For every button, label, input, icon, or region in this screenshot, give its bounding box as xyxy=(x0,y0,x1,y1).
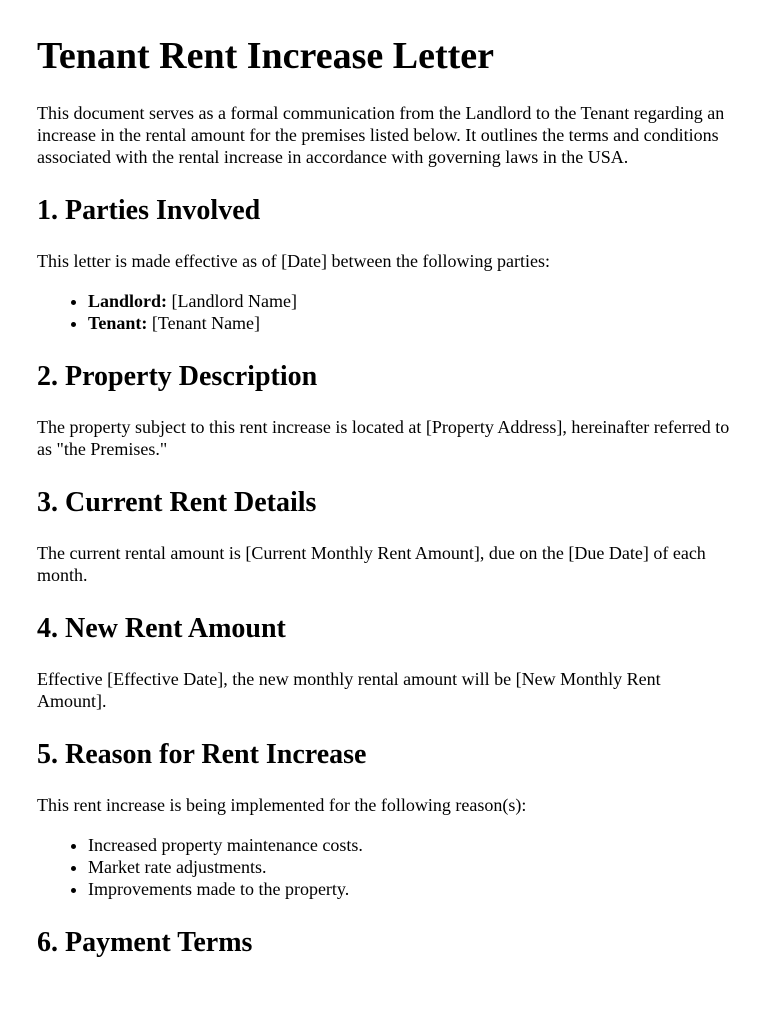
reason-list xyxy=(37,834,733,900)
list-item-tenant xyxy=(88,312,733,334)
section-heading-payment: 6. Payment Terms xyxy=(37,927,253,958)
new-rent-paragraph: Effective [Effective Date], the new monthly rental amount will be [New Monthly Rent Amount]. xyxy=(37,669,661,711)
current-rent-paragraph: The current rental amount is [Current Monthly Rent Amount], due on the [Due Date] of each month. xyxy=(37,543,706,585)
tenant-label: Tenant: xyxy=(88,313,148,333)
landlord-label: Landlord: xyxy=(88,291,168,311)
parties-list xyxy=(37,290,733,334)
landlord-value: [Landlord Name] xyxy=(167,291,297,311)
list-item: • Improvements made to the property. xyxy=(88,878,733,900)
list-item: • Increased property maintenance costs. xyxy=(88,834,733,856)
tenant-value: [Tenant Name] xyxy=(147,313,261,333)
section-heading-reason: 5. Reason for Rent Increase xyxy=(37,739,367,770)
section-heading-current-rent: 3. Current Rent Details xyxy=(37,487,317,518)
list-item-landlord xyxy=(88,290,733,312)
parties-paragraph: This letter is made effective as of [Date] between the following parties: xyxy=(37,251,550,271)
section-heading-parties: 1. Parties Involved xyxy=(37,195,261,226)
property-paragraph: The property subject to this rent increase is located at [Property Address], hereinafter referred to as "the Premises." xyxy=(37,417,730,459)
section-heading-new-rent: 4. New Rent Amount xyxy=(37,613,286,644)
reason-paragraph: This rent increase is being implemented for the following reason(s): xyxy=(37,795,527,815)
intro-paragraph: This document serves as a formal communication from the Landlord to the Tenant regarding an increase in the rental amount for the premises listed below. It outlines the terms and conditions associated with the rental increase in accordance with governing laws in the USA. xyxy=(37,103,725,167)
list-item: • Market rate adjustments. xyxy=(88,856,733,878)
section-heading-property: 2. Property Description xyxy=(37,361,318,392)
document-title: Tenant Rent Increase Letter xyxy=(37,35,494,77)
